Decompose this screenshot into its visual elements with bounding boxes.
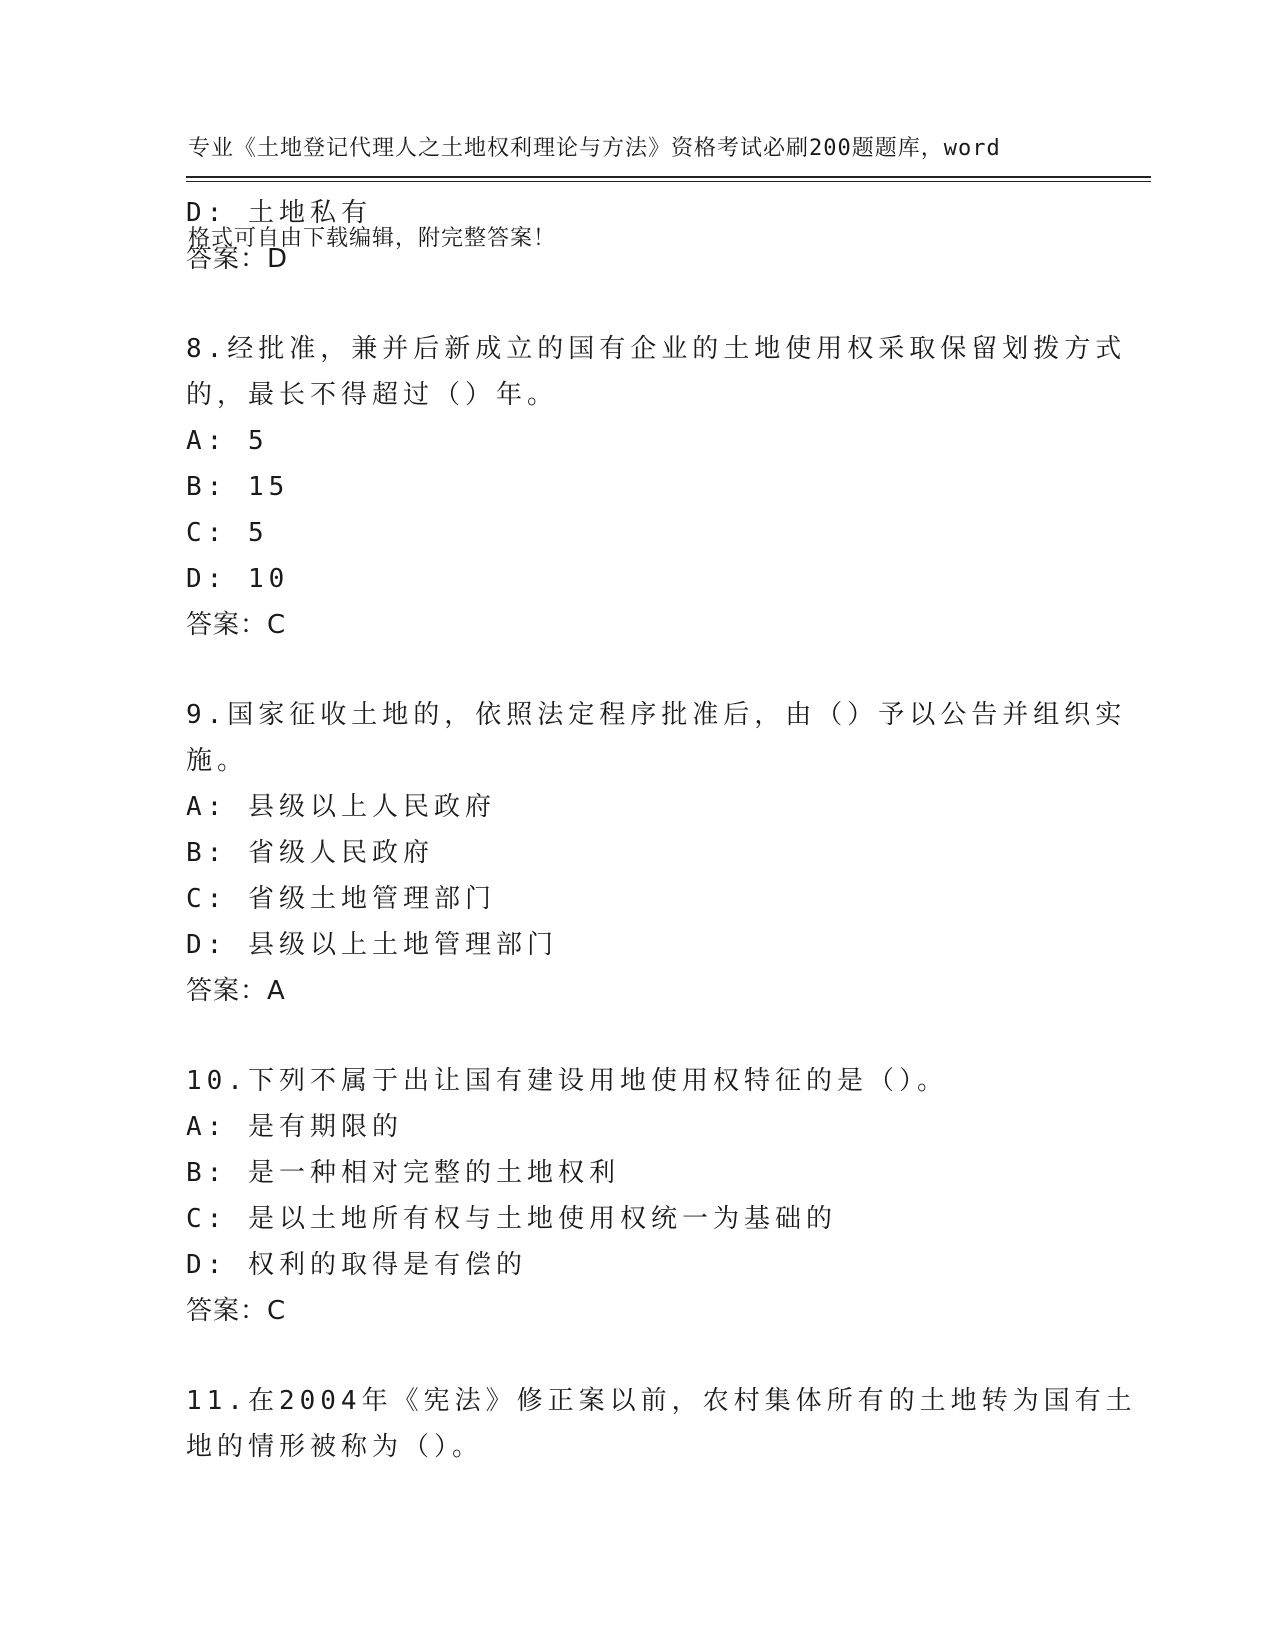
answer: 答案：D xyxy=(186,244,289,274)
option-a: A: 5 xyxy=(186,426,269,456)
question-9 xyxy=(186,692,1127,1014)
option-a: A: 是有期限的 xyxy=(186,1112,403,1142)
spacer xyxy=(186,1334,1086,1378)
spacer xyxy=(186,648,1086,692)
question-list xyxy=(186,190,1137,1470)
header-line-1: 专业《土地登记代理人之土地权利理论与方法》资格考试必刷200题题库，word xyxy=(188,136,1001,161)
question-fragment xyxy=(186,190,1086,282)
question-8 xyxy=(186,326,1127,648)
spacer xyxy=(186,282,1086,326)
spacer xyxy=(186,1014,1086,1058)
option-d: D: 县级以上土地管理部门 xyxy=(186,930,558,960)
question-text-line: 地的情形被称为（）。 xyxy=(186,1432,484,1462)
header-divider-thin xyxy=(186,181,1151,182)
question-text-line: 11.在2004年《宪法》修正案以前，农村集体所有的土地转为国有土 xyxy=(186,1386,1137,1416)
option-d: D: 权利的取得是有偿的 xyxy=(186,1250,527,1280)
option-c: C: 省级土地管理部门 xyxy=(186,884,496,914)
option-d: D: 土地私有 xyxy=(186,198,372,228)
header-line-2: 格式可自由下载编辑，附完整答案！ xyxy=(188,226,557,251)
question-10 xyxy=(186,1058,1086,1334)
question-text-line: 的，最长不得超过（）年。 xyxy=(186,380,559,410)
option-c: C: 是以土地所有权与土地使用权统一为基础的 xyxy=(186,1204,837,1234)
answer: 答案：C xyxy=(186,610,287,640)
option-b: B: 15 xyxy=(186,472,290,502)
option-b: B: 省级人民政府 xyxy=(186,838,434,868)
question-text-line: 10.下列不属于出让国有建设用地使用权特征的是（）。 xyxy=(186,1066,948,1096)
question-text-line: 8.经批准，兼并后新成立的国有企业的土地使用权采取保留划拨方式 xyxy=(186,334,1127,364)
question-text-line: 施。 xyxy=(186,746,249,776)
answer: 答案：A xyxy=(186,976,286,1006)
option-a: A: 县级以上人民政府 xyxy=(186,792,496,822)
option-c: C: 5 xyxy=(186,518,269,548)
option-d: D: 10 xyxy=(186,564,290,594)
option-b: B: 是一种相对完整的土地权利 xyxy=(186,1158,620,1188)
question-11 xyxy=(186,1378,1137,1470)
question-text-line: 9.国家征收土地的，依照法定程序批准后，由（）予以公告并组织实 xyxy=(186,700,1127,730)
answer: 答案：C xyxy=(186,1296,287,1326)
header-divider-thick xyxy=(186,176,1151,178)
